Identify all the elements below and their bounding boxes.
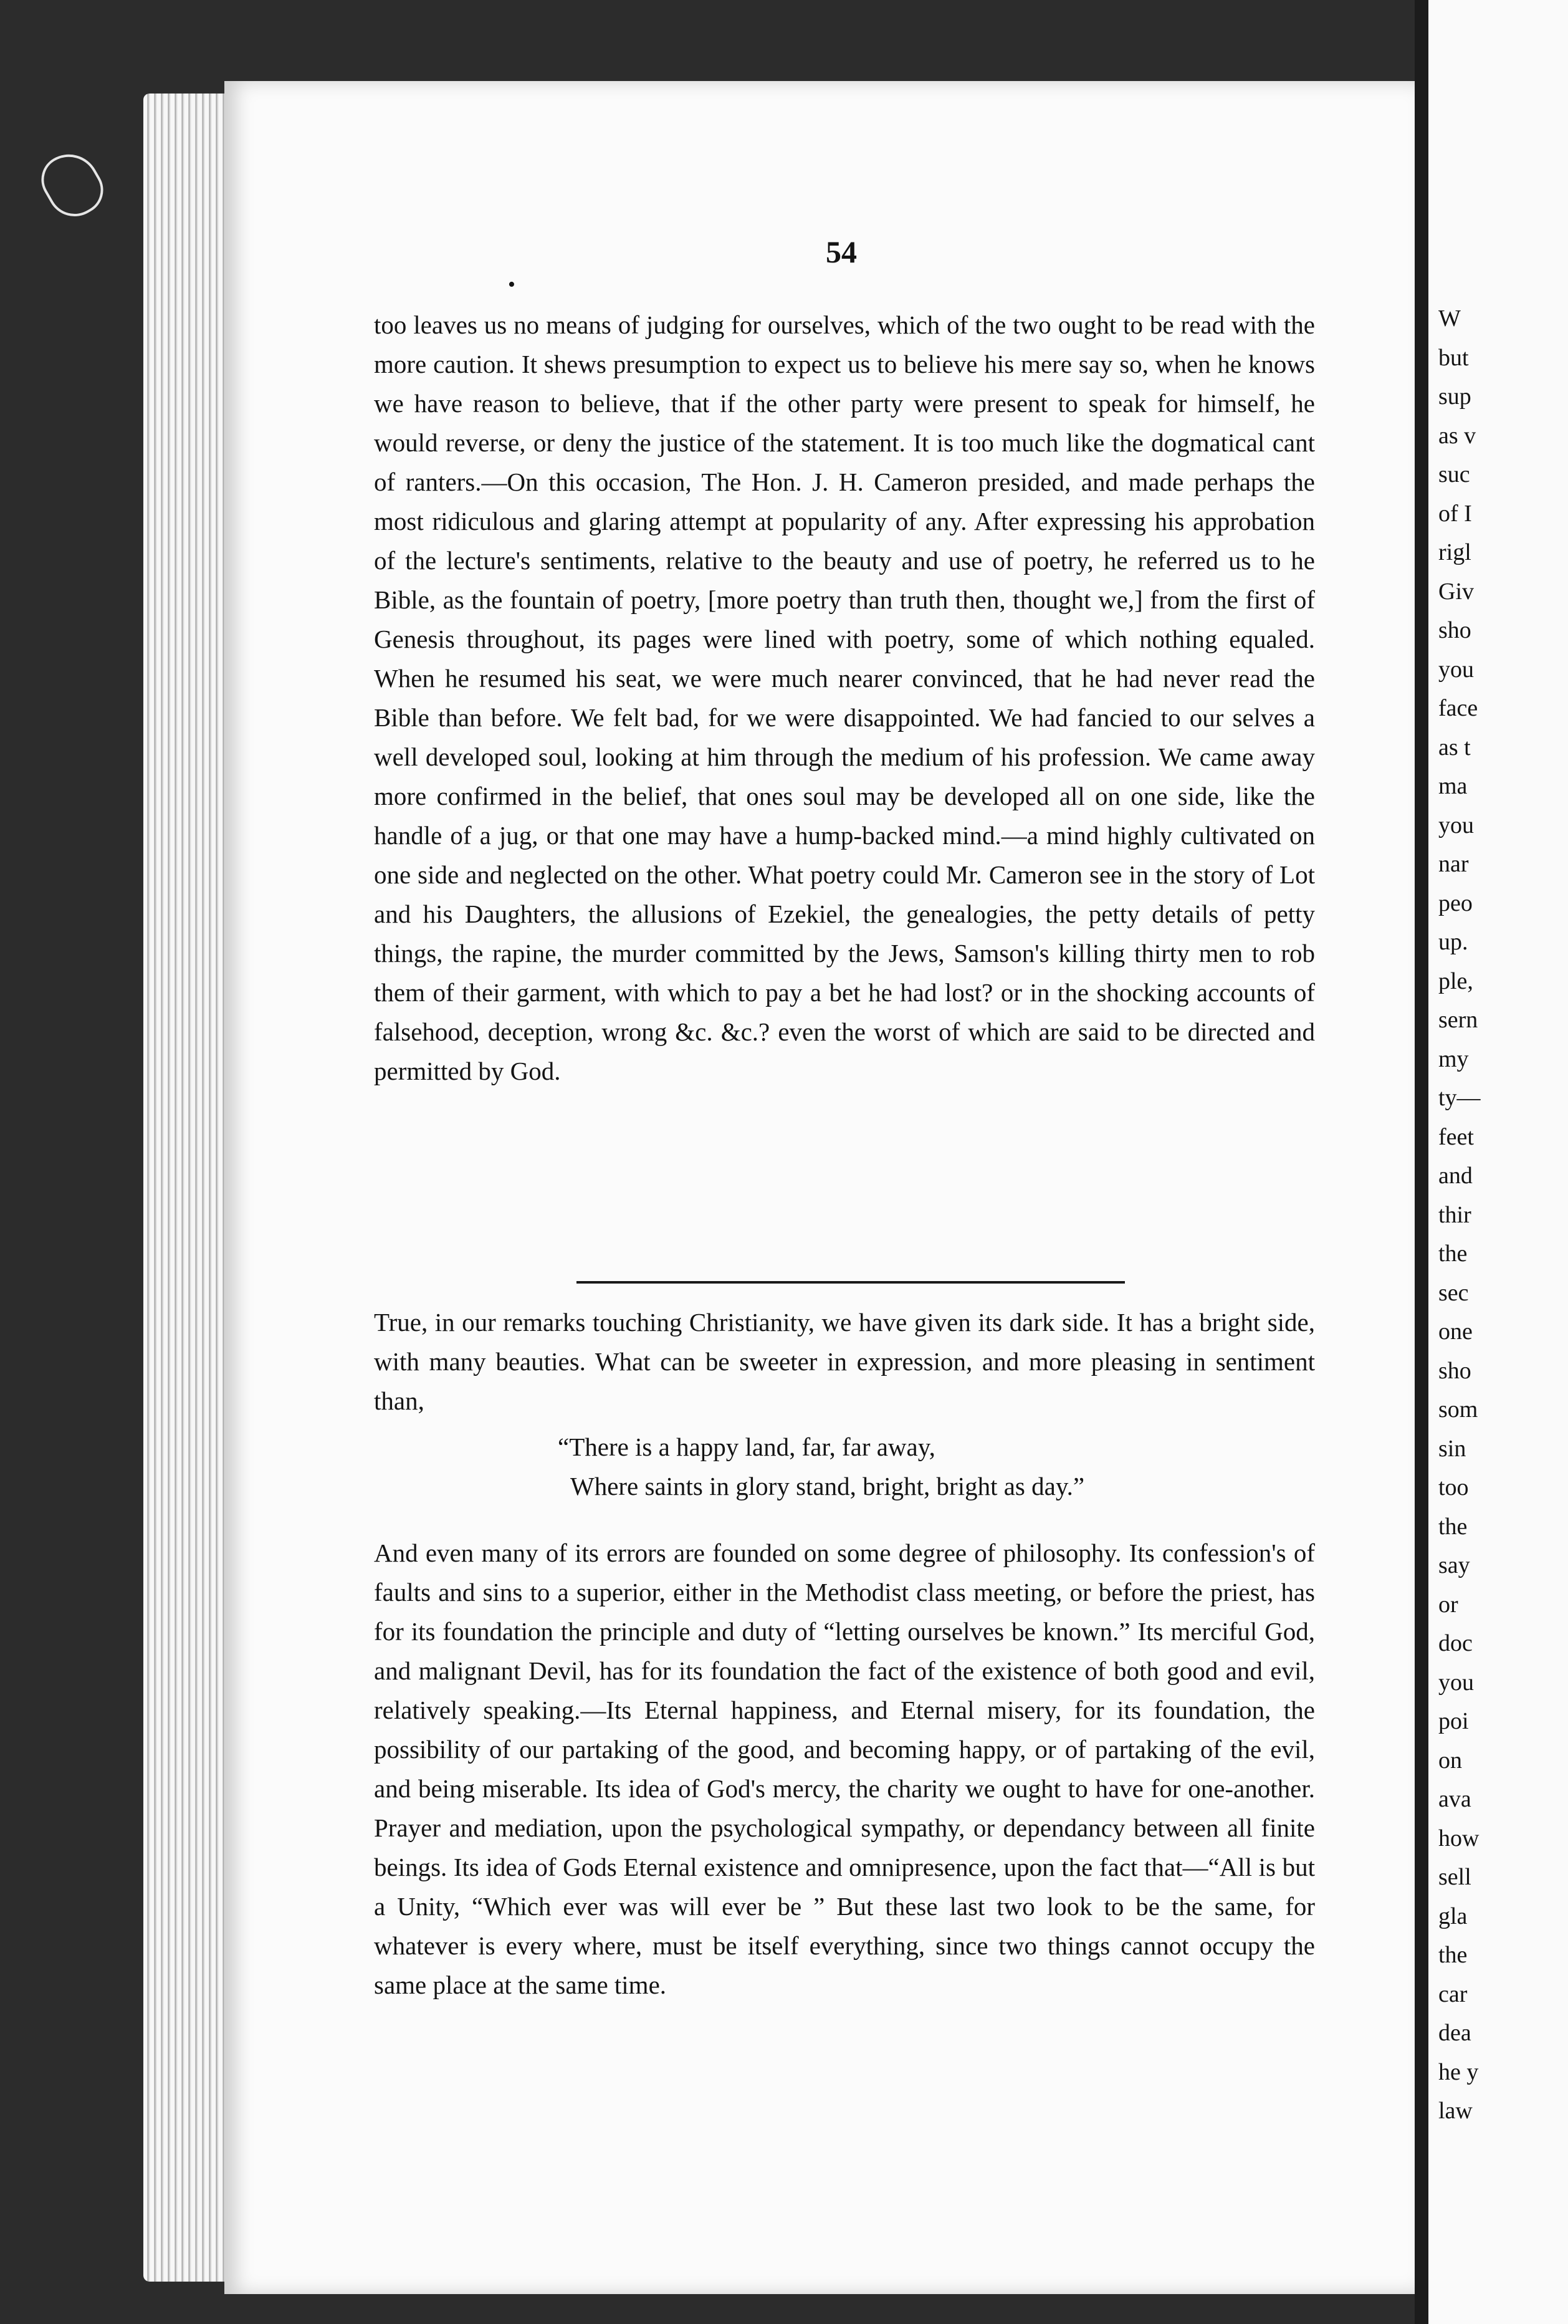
paragraph-1	[374, 305, 1315, 1091]
facing-page-line: or	[1438, 1591, 1458, 1618]
facing-page-line: face	[1438, 695, 1478, 721]
facing-page-line: car	[1438, 1981, 1468, 2007]
facing-page-line: gla	[1438, 1903, 1468, 1929]
facing-page-line: of I	[1438, 500, 1472, 527]
facing-page-line: law	[1438, 2098, 1473, 2124]
facing-page-line: sin	[1438, 1435, 1466, 1462]
page-edges	[143, 94, 234, 2282]
facing-page-line: my	[1438, 1045, 1469, 1072]
facing-page-line: nar	[1438, 851, 1469, 877]
facing-page-line: ava	[1438, 1786, 1471, 1812]
print-mark: •	[508, 273, 515, 296]
facing-page-line: the	[1438, 1942, 1468, 1968]
facing-page-line: as v	[1438, 422, 1476, 449]
facing-page-line: sec	[1438, 1279, 1469, 1306]
facing-page-line: the	[1438, 1513, 1468, 1540]
facing-page-line: ma	[1438, 773, 1468, 799]
facing-page-line: W	[1438, 305, 1461, 332]
facing-page-line: the	[1438, 1241, 1468, 1267]
facing-page-line: up.	[1438, 929, 1468, 955]
section-divider	[576, 1281, 1125, 1284]
paragraph-2: True, in our remarks touching Christianity, we have given its dark side. It has a bright side, with many beauties. What can be sweeter in expression, and more pleasing in sentiment than,	[374, 1308, 1315, 1415]
facing-page-line: he y	[1438, 2058, 1479, 2085]
facing-page-line: Giv	[1438, 578, 1474, 605]
facing-page-line: you	[1438, 812, 1474, 838]
facing-page-line: som	[1438, 1396, 1478, 1423]
facing-page-line: sell	[1438, 1864, 1471, 1890]
facing-page-line: you	[1438, 656, 1474, 683]
paragraph-3: And even many of its errors are founded on some degree of philosophy. Its confession's of faults and sins to a superior, either in the Methodist class meeting, or before the priest, has for its foundation the principle and duty of “letting ourselves be known.” Its merciful God, and malignant Devil, has for its foundation the fact of the existence of both good and evil, relatively speaking.—Its Eternal happiness, and Eternal misery, for its foundation, the possibility of our partaking of the good, and becoming happy, or of partaking of the evil, and being miserable. Its idea of God's mercy, the charity we ought to have for one-another. Prayer and mediation, upon the psychological sympathy, or dependancy between all finite beings. Its idea of Gods Eternal existence and omnipresence, upon the fact that—“All is but a Unity, “Which ever was will ever be ” But these last two look to be the same, for whatever is every where, must be itself everything, since two things cannot occupy the same place at the same time.	[374, 1539, 1315, 1999]
facing-page-line: as t	[1438, 734, 1471, 761]
facing-page-line: suc	[1438, 461, 1470, 487]
facing-page-line: ty—	[1438, 1085, 1481, 1111]
facing-page-line: how	[1438, 1825, 1480, 1851]
facing-page-line: on	[1438, 1747, 1462, 1774]
verse-line-1: “There is a happy land, far, far away,	[558, 1433, 935, 1461]
facing-page-line: poi	[1438, 1708, 1469, 1734]
facing-page-fragments	[1438, 299, 1481, 2131]
facing-page-line: and	[1438, 1163, 1473, 1189]
facing-page-line: peo	[1438, 890, 1473, 916]
verse-quote	[558, 1428, 1084, 1506]
facing-page-line: sho	[1438, 1357, 1471, 1384]
page-number: 54	[826, 234, 857, 269]
margin-stain	[32, 143, 112, 226]
facing-page-line: feet	[1438, 1123, 1474, 1150]
facing-page-line: sup	[1438, 383, 1471, 410]
facing-page-line: doc	[1438, 1630, 1473, 1656]
paragraph-1-text: too leaves us no means of judging for ourselves, which of the two ought to be read with the more caution. It shews presumption to expect us to believe his mere say so, when he knows we have reason to believe, that if the other party were present to speak for himself, he would reverse, or deny the justice of the statement. It is too much like the dogmatical cant of ranters.—On this occasion, The Hon. J. H. Cameron presided, and made perhaps the most ridiculous and glaring attempt at popularity of any. After expressing his approbation of the lecture's sentiments, relative to the beauty and use of poetry, he referred us to he Bible, as the fountain of poetry, [more poetry than truth then, thought we,] from the first of Genesis throughout, its pages were lined with poetry, some of which nothing equaled. When he resumed his seat, we were much nearer convinced, that he had never read the Bible than before. We felt bad, for we were disappointed. We had fancied to our selves a well developed soul, looking at him through the medium of his profession. We came away more confirmed in the belief, that ones soul may be developed all on one side, like the handle of a jug, or that one may have a hump-backed mind.—a mind highly cultivated on one side and neglected on the other. What poetry could Mr. Cameron see in the story of Lot and his Daughters, the allusions of Ezekiel, the genealogies, the petty details of petty things, the rapine, the murder committed by the Jews, Samson's killing thirty men to rob them of their garment, with which to pay a bet he had lost? or in the shocking accounts of falsehood, deception, wrong &c. &c.? even the worst of which are said to be directed and permitted by God.	[374, 310, 1315, 1085]
facing-page-line: dea	[1438, 2020, 1471, 2046]
facing-page-line: you	[1438, 1669, 1474, 1696]
facing-page-line: too	[1438, 1474, 1469, 1501]
facing-page-line: one	[1438, 1318, 1473, 1345]
facing-page-line: rigl	[1438, 539, 1471, 565]
facing-page-line: say	[1438, 1552, 1470, 1578]
verse-line-2: Where saints in glory stand, bright, bright as day.”	[570, 1472, 1085, 1501]
facing-page-line: thir	[1438, 1201, 1471, 1228]
facing-page	[1428, 0, 1568, 2324]
facing-page-line: ple,	[1438, 968, 1473, 994]
book-gutter	[1415, 0, 1428, 2324]
facing-page-line: sho	[1438, 617, 1471, 643]
facing-page-line: but	[1438, 344, 1469, 371]
facing-page-line: sern	[1438, 1007, 1478, 1033]
